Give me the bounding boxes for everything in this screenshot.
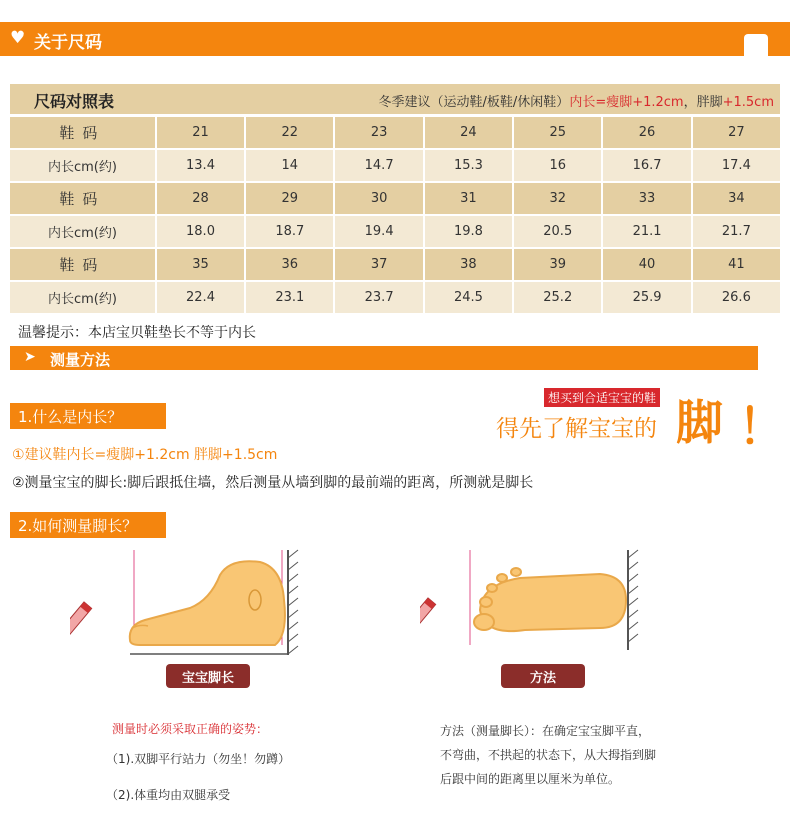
- table-cell: 16.7: [603, 150, 690, 181]
- table-cell: 23.7: [335, 282, 422, 313]
- note-red1: 内长=瘦脚+1.2cm: [569, 95, 684, 110]
- table-cell: 21.1: [603, 216, 690, 247]
- table-cell: 21.7: [693, 216, 780, 247]
- foot-length-label: 宝宝脚长: [166, 664, 250, 688]
- table-cell: 23.1: [246, 282, 333, 313]
- table-cell: 37: [335, 249, 422, 280]
- table-row: [10, 183, 780, 214]
- table-cell: 25: [514, 117, 601, 148]
- q1-line1: ①建议鞋内长=瘦脚+1.2cm 胖脚+1.5cm: [12, 447, 278, 463]
- table-cell: 31: [425, 183, 512, 214]
- size-table-header: [10, 84, 780, 114]
- foot-top-figure: [420, 540, 650, 660]
- table-cell: 19.4: [335, 216, 422, 247]
- foot-top-icon: [474, 568, 626, 631]
- size-table-title: 尺码对照表: [34, 92, 115, 111]
- header-tab: [744, 34, 768, 56]
- table-row: [10, 216, 780, 247]
- table-cell: 27: [693, 117, 780, 148]
- table-cell: 24.5: [425, 282, 512, 313]
- heart-icon: ♥: [10, 28, 26, 48]
- table-row: [10, 249, 780, 280]
- wall-icon-2: [628, 550, 638, 650]
- pencil-icon-2: [420, 598, 436, 643]
- method-text-1: 方法（测量脚长）：在确定宝宝脚平直，: [440, 724, 651, 738]
- foot-side-figure: [70, 540, 310, 660]
- promo-big: 得先了解宝宝的: [496, 416, 657, 442]
- table-cell: 16: [514, 150, 601, 181]
- promo-exclaim: ！: [738, 399, 787, 455]
- table-row: [10, 150, 780, 181]
- row-label-size: 鞋码: [10, 117, 155, 148]
- table-cell: 18.7: [246, 216, 333, 247]
- pencil-icon: [70, 602, 92, 647]
- note-prefix: 冬季建议（运动鞋/板鞋/休闲鞋）: [378, 95, 570, 110]
- table-cell: 26: [603, 117, 690, 148]
- q1-line2: ②测量宝宝的脚长:脚后跟抵住墙，然后测量从墙到脚的最前端的距离，所测就是脚长: [12, 475, 534, 491]
- table-cell: 26.6: [693, 282, 780, 313]
- size-table-note: [379, 91, 774, 110]
- table-cell: 36: [246, 249, 333, 280]
- q1-title: 1.什么是内长？: [10, 403, 166, 429]
- row-label-length: 内长cm(约): [10, 282, 155, 313]
- table-cell: 25.2: [514, 282, 601, 313]
- table-cell: 30: [335, 183, 422, 214]
- measure-title: 测量方法: [50, 351, 111, 369]
- size-table: [10, 117, 780, 315]
- method-text-3: 后跟中间的距离里以厘米为单位。: [440, 772, 621, 786]
- table-cell: 24: [425, 117, 512, 148]
- table-cell: 23: [335, 117, 422, 148]
- table-cell: 41: [693, 249, 780, 280]
- table-cell: 38: [425, 249, 512, 280]
- table-cell: 20.5: [514, 216, 601, 247]
- table-cell: 34: [693, 183, 780, 214]
- table-cell: 14.7: [335, 150, 422, 181]
- header-title: 关于尺码: [34, 33, 102, 53]
- table-cell: 19.8: [425, 216, 512, 247]
- table-row: [10, 117, 780, 148]
- header-bar: [0, 22, 790, 56]
- arrow-right-icon: ➤: [24, 349, 36, 365]
- table-cell: 25.9: [603, 282, 690, 313]
- method-label: 方法: [501, 664, 585, 688]
- table-cell: 28: [157, 183, 244, 214]
- table-cell: 35: [157, 249, 244, 280]
- table-cell: 33: [603, 183, 690, 214]
- table-cell: 29: [246, 183, 333, 214]
- row-label-length: 内长cm(约): [10, 216, 155, 247]
- method-text-2: 不弯曲，不拱起的状态下，从大拇指到脚: [440, 748, 657, 762]
- caption-2: （2).体重均由双腿承受: [106, 788, 231, 802]
- row-label-size: 鞋码: [10, 249, 155, 280]
- table-cell: 13.4: [157, 150, 244, 181]
- table-cell: 17.4: [693, 150, 780, 181]
- note-sep: ，胖脚: [683, 95, 723, 110]
- caption-1: （1).双脚平行站力（勿坐！勿蹲）: [106, 752, 291, 766]
- row-label-size: 鞋码: [10, 183, 155, 214]
- table-cell: 40: [603, 249, 690, 280]
- row-label-length: 内长cm(约): [10, 150, 155, 181]
- note-red2: +1.5cm: [722, 95, 774, 110]
- table-cell: 22.4: [157, 282, 244, 313]
- measure-bar: [10, 346, 758, 370]
- table-cell: 21: [157, 117, 244, 148]
- table-cell: 15.3: [425, 150, 512, 181]
- table-cell: 39: [514, 249, 601, 280]
- table-row: [10, 282, 780, 313]
- foot-side-icon: [130, 561, 285, 645]
- tip-text: 温馨提示：本店宝贝鞋垫长不等于内长: [18, 325, 256, 341]
- table-cell: 18.0: [157, 216, 244, 247]
- q2-title: 2.如何测量脚长？: [10, 512, 166, 538]
- caption-posture: 测量时必须采取正确的姿势：: [112, 722, 269, 736]
- table-cell: 14: [246, 150, 333, 181]
- promo-small: 想买到合适宝宝的鞋: [544, 388, 660, 407]
- table-cell: 32: [514, 183, 601, 214]
- table-cell: 22: [246, 117, 333, 148]
- promo-huge: 脚: [676, 396, 723, 451]
